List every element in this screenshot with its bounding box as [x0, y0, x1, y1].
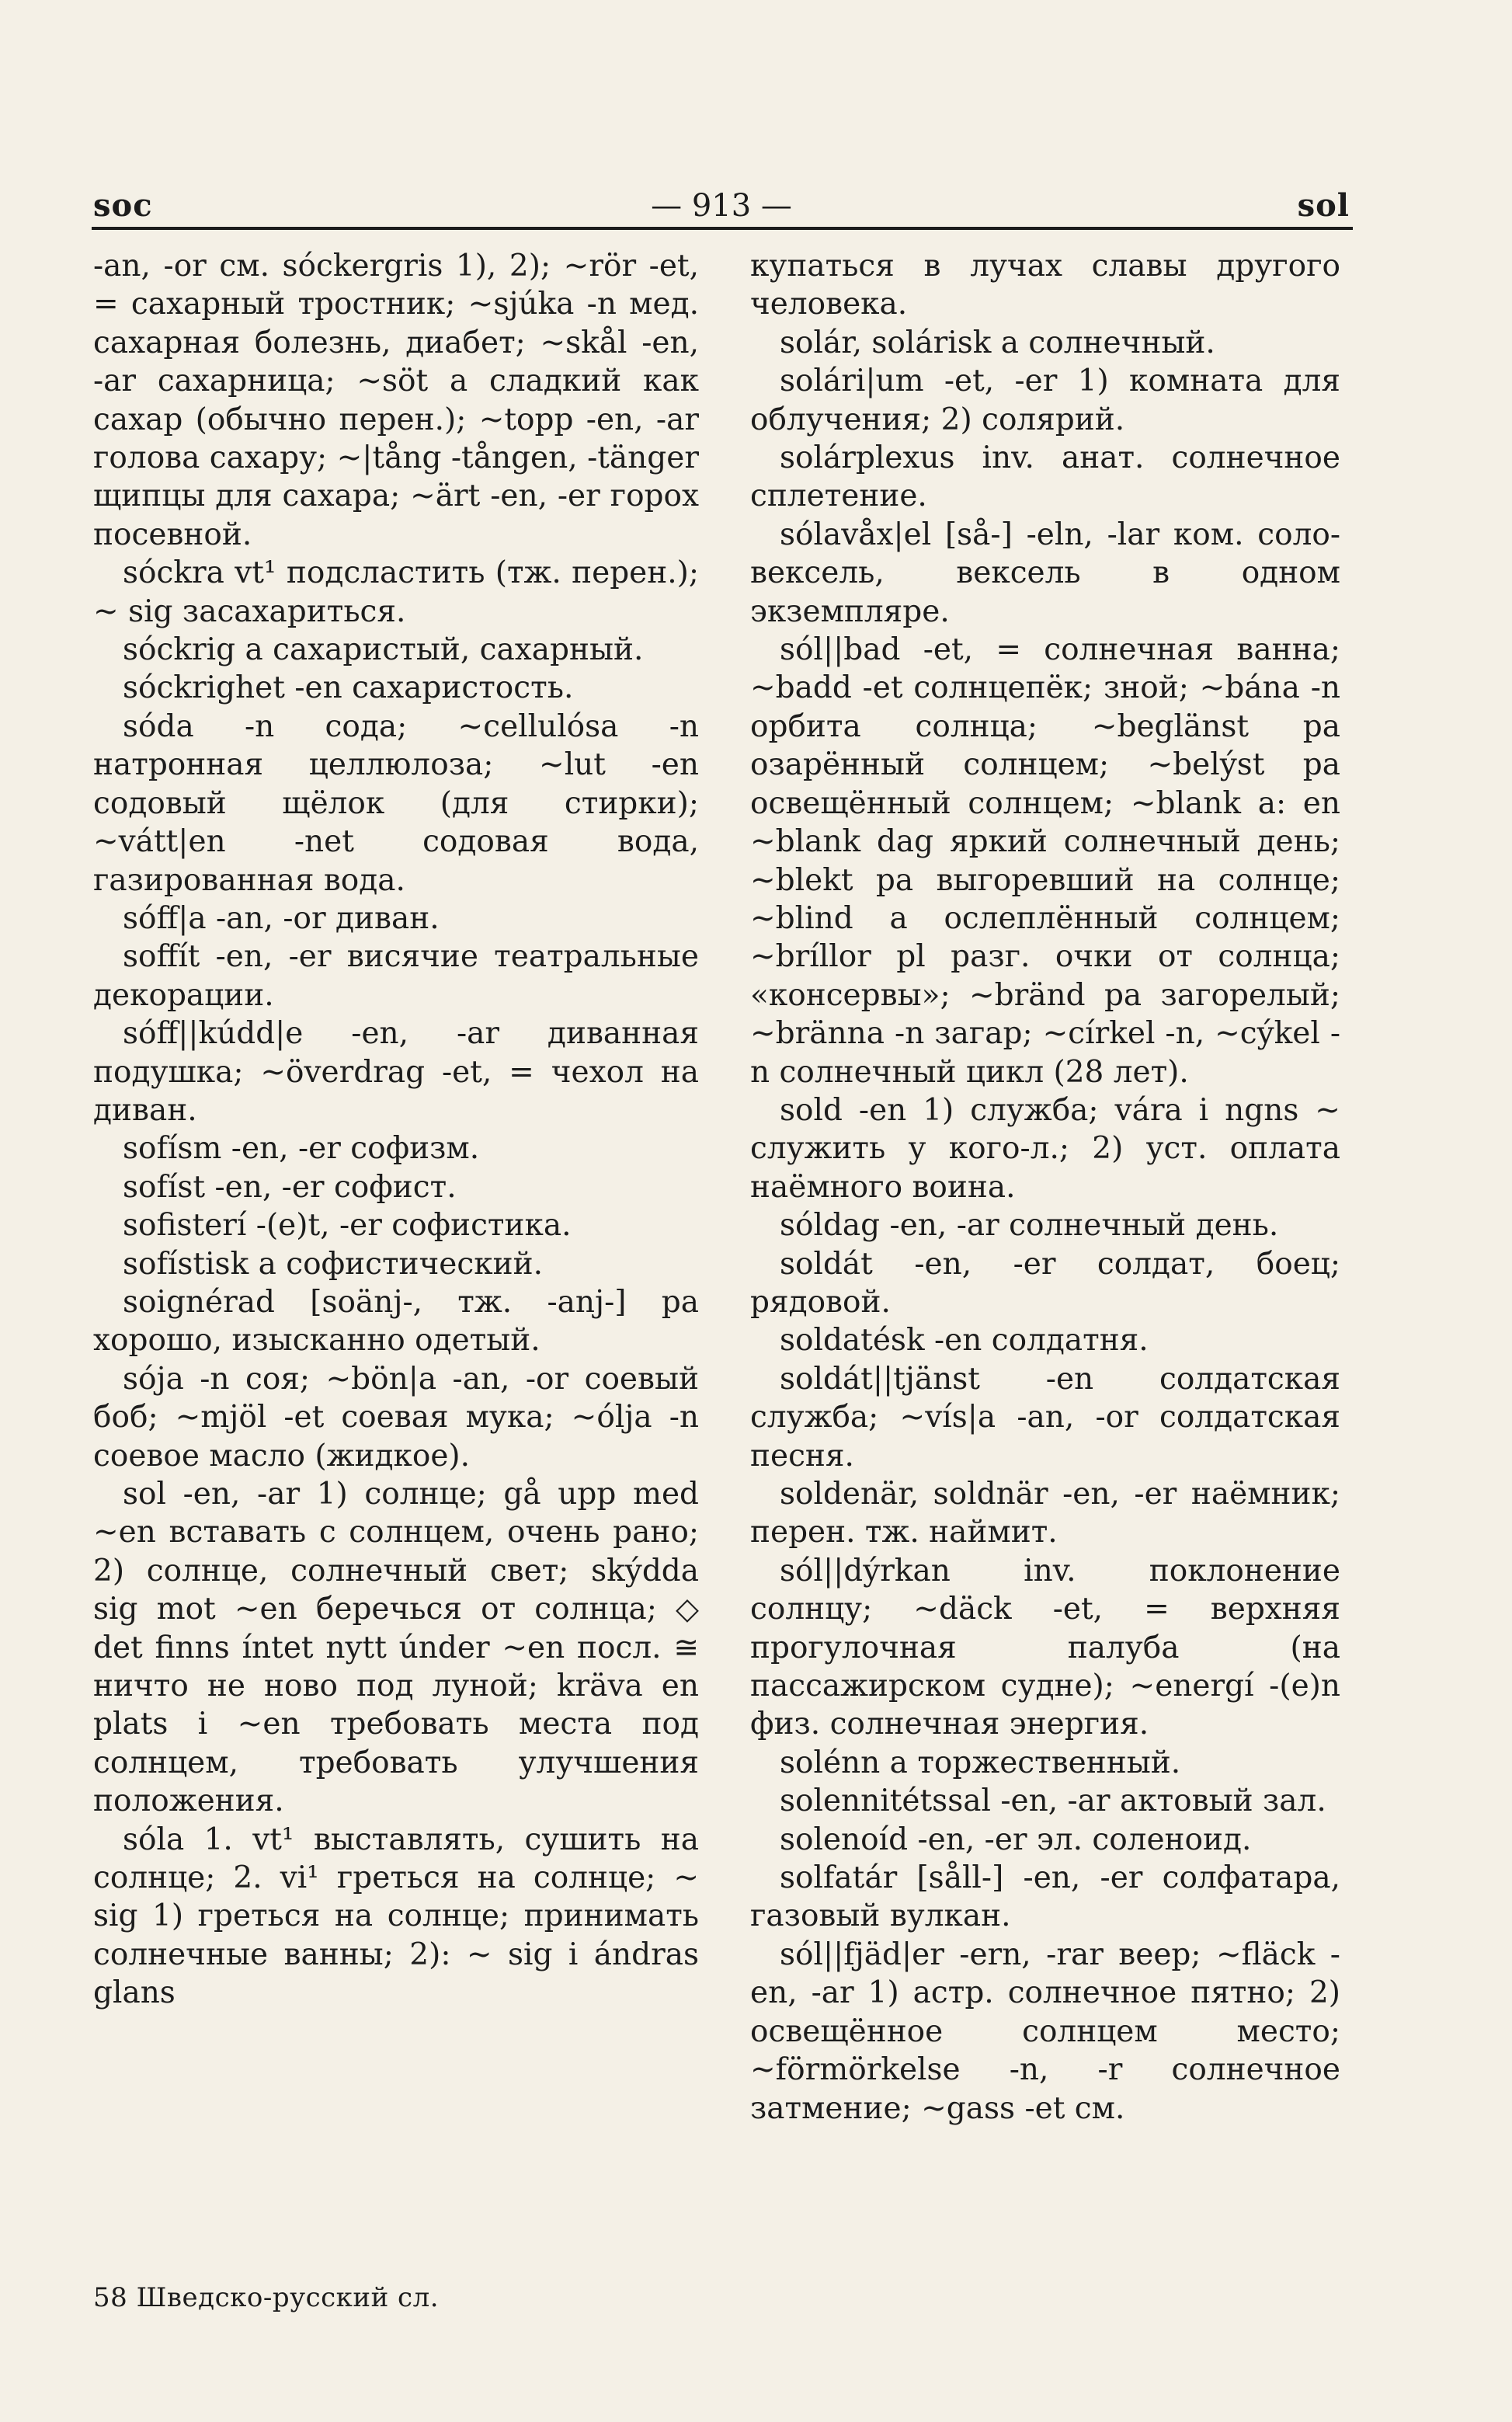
dictionary-entry: sóla 1. vt¹ выставлять, сушить на солнце; 2. vi¹ греться на солнце; ~ sig 1) греться на солнце; принимать солнечные ванны; 2): ~ sig i ándras glans	[93, 1822, 699, 2011]
left-column	[93, 247, 699, 2013]
dictionary-entry: solenoíd -en, -er эл. соленоид.	[780, 1822, 1252, 1857]
header-guide-word-left: soc	[93, 187, 153, 224]
dictionary-entry: sóckra vt¹ подсластить (тж. перен.); ~ sig засахариться.	[93, 555, 699, 629]
dictionary-entry: sóda -n сода; ~cellulósa -n натронная целлюлоза; ~lut -en содовый щёлок (для стирки); ~vátt|en -net содовая вода, газированная вода.	[93, 708, 699, 898]
dictionary-entry: sóckrig a сахаристый, сахарный.	[123, 632, 644, 668]
page-footer-signature: 58 Шведско-русский сл.	[93, 2282, 439, 2313]
dictionary-entry: solár, solárisk a солнечный.	[780, 325, 1215, 360]
page-number: — 913 —	[651, 188, 792, 224]
header-rule	[92, 227, 1353, 230]
dictionary-entry: sol -en, -ar 1) солнце; gå upp med ~en вставать с солнцем, очень рано; 2) солнце, солнечный свет; skýdda sig mot ~en беречься от солнца; ◇ det finns íntet nytt únder ~en посл. ≅ ничто не ново под луной; kräva en plats i ~en требовать места под солнцем, требовать улучшения положения.	[93, 1477, 699, 1819]
dictionary-entry: soldát -en, -er солдат, боец; рядовой.	[750, 1246, 1340, 1320]
dictionary-entry: sója -n соя; ~bön|a -an, -or соевый боб; ~mjöl -et соевая мука; ~ólja -n соевое масло (жидкое).	[93, 1361, 699, 1474]
dictionary-entry: -an, -or см. sóckergris 1), 2); ~rör -et, = сахарный тростник; ~sjúka -n мед. сахарная болезнь, диабет; ~skål -en, -ar сахарница; ~söt a сладкий как сахар (обычно перен.); ~topp -en, -ar голова сахару; ~|tång -tången, -tänger щипцы для сахара; ~ärt -en, -er горох посевной.	[93, 249, 699, 552]
right-column	[750, 247, 1340, 2128]
dictionary-entry: solennitétssal -en, -ar актовый зал.	[780, 1783, 1326, 1819]
dictionary-entry: купаться в лучах славы другого человека.	[750, 249, 1340, 322]
header-guide-word-right: sol	[1297, 187, 1350, 224]
dictionary-entry: soldatésk -en солдатня.	[780, 1323, 1149, 1359]
dictionary-entry: sold -en 1) служба; vára i ngns ~ служить у кого-л.; 2) уст. оплата наёмного воина.	[750, 1092, 1340, 1205]
dictionary-entry: sólavåx|el [så-] -eln, -lar ком. соло-вексель, вексель в одном экземпляре.	[750, 517, 1340, 629]
dictionary-entry: sól||dýrkan inv. поклонение солнцу; ~däck -et, = верхняя прогулочная палуба (на пассажирском судне); ~energí -(e)n физ. солнечная энергия.	[750, 1553, 1340, 1742]
dictionary-entry: sól||fjäd|er -ern, -rar веер; ~fläck -en, -ar 1) астр. солнечное пятно; 2) освещённое солнцем место; ~förmörkelse -n, -r солнечное затмение; ~gass -et см.	[750, 1937, 1340, 2126]
dictionary-entry: soldát||tjänst -en солдатская служба; ~vís|a -an, -or солдатская песня.	[750, 1361, 1340, 1474]
dictionary-entry: sóldag -en, -ar солнечный день.	[780, 1208, 1279, 1244]
dictionary-entry: soffít -en, -er висячие театральные декорации.	[93, 939, 699, 1013]
dictionary-entry: sóff||kúdd|e -en, -ar диванная подушка; ~överdrag -et, = чехол на диван.	[93, 1016, 699, 1128]
dictionary-entry: solfatár [såll-] -en, -er солфатара, газовый вулкан.	[750, 1860, 1340, 1934]
dictionary-entry: soignérad [soänj-, тж. -anj-] pa хорошо, изысканно одетый.	[93, 1284, 699, 1359]
dictionary-entry: sofísm -en, -er софизм.	[123, 1131, 480, 1167]
dictionary-entry: sofisterí -(e)t, -er софистика.	[123, 1208, 572, 1244]
dictionary-entry: sofíst -en, -er софист.	[123, 1169, 457, 1205]
dictionary-entry: solénn a торжественный.	[780, 1745, 1181, 1780]
dictionary-entry: sofístisk a софистический.	[123, 1246, 543, 1282]
dictionary-entry: sól||bad -et, = солнечная ванна; ~badd -et солнцепёк; зной; ~bána -n орбита солнца; ~beglänst pa озарённый солнцем; ~belýst pa освещённый солнцем; ~blank a: en ~blank dag яркий солнечный день; ~blekt pa выгоревший на солнце; ~blind a ослеплённый солнцем; ~bríllor pl разг. очки от солнца; «консервы»; ~bränd pa загорелый; ~bränna -n загар; ~církel -n, ~cýkel -n солнечный цикл (28 лет).	[750, 632, 1340, 1090]
dictionary-entry: soldenär, soldnär -en, -er наёмник; перен. тж. наймит.	[750, 1477, 1340, 1550]
dictionary-entry: sóckrighet -en сахаристость.	[123, 670, 574, 706]
page-header	[93, 180, 1350, 230]
dictionary-entry: sóff|a -an, -or диван.	[123, 900, 440, 936]
dictionary-entry: solári|um -et, -er 1) комната для облучения; 2) солярий.	[750, 364, 1340, 437]
dictionary-entry: solárplexus inv. анат. солнечное сплетение.	[750, 440, 1340, 514]
